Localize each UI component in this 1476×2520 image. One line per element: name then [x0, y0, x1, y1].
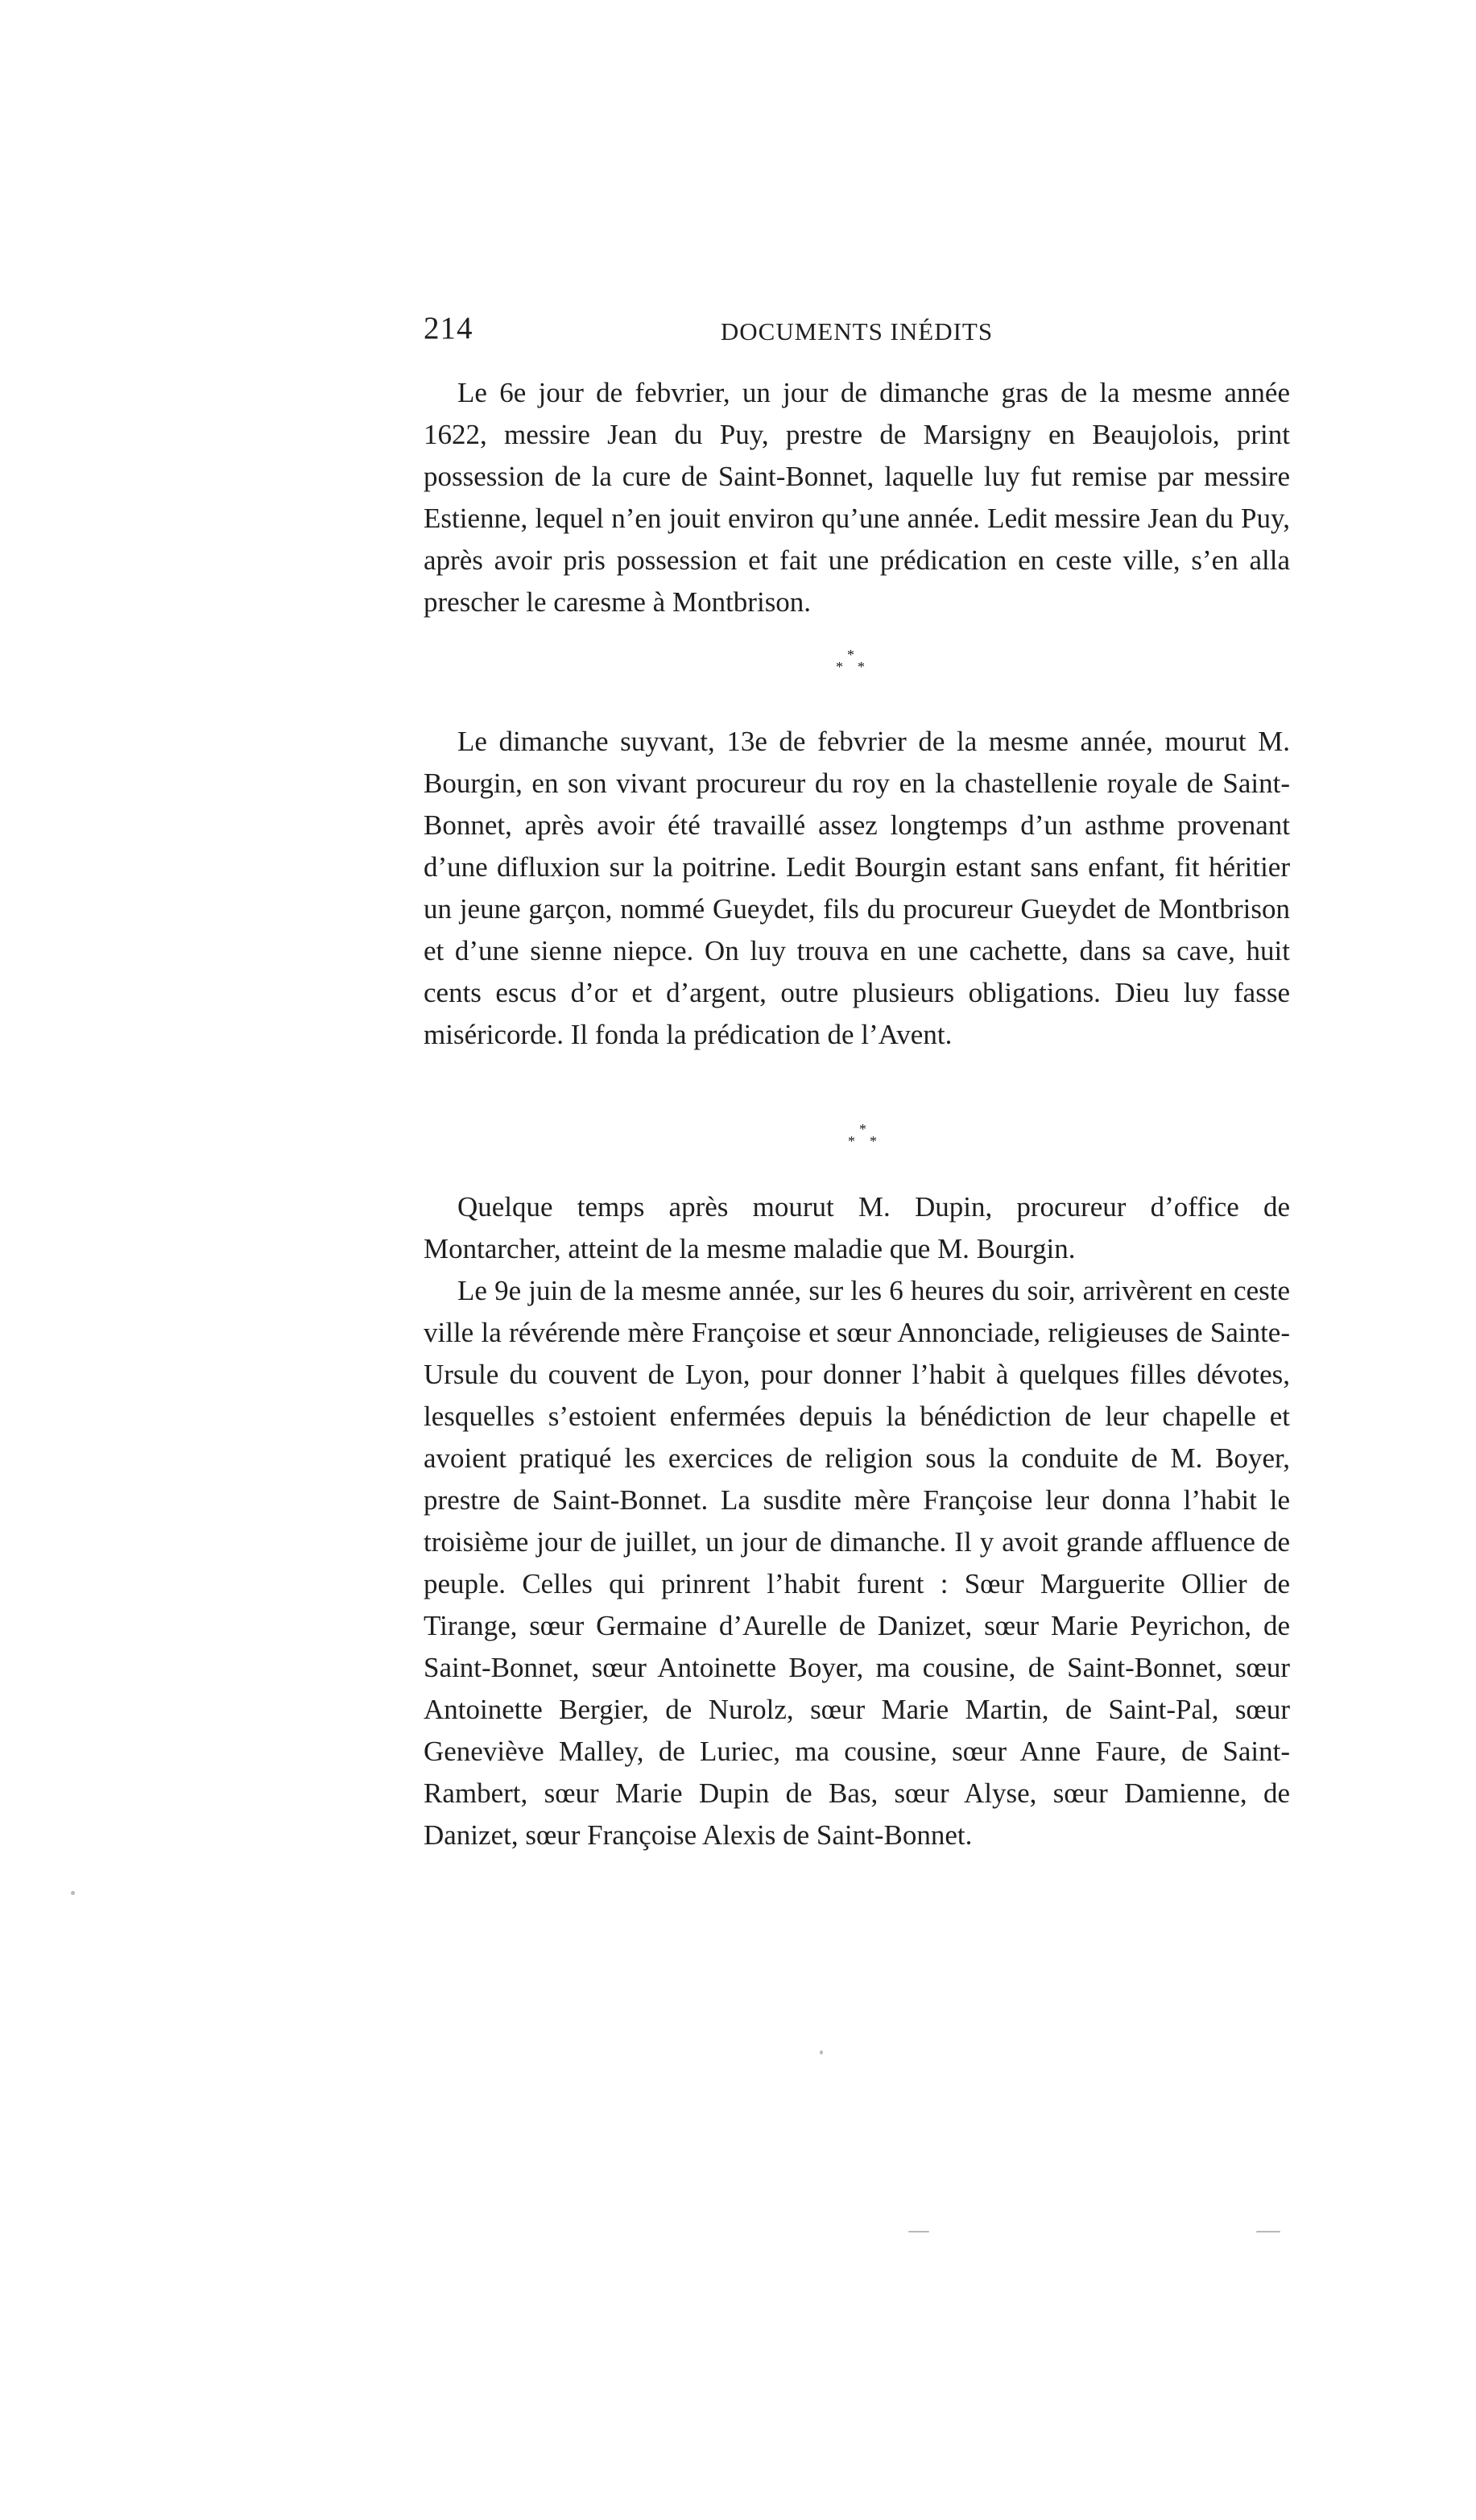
paper-speck — [71, 1891, 75, 1895]
running-title: DOCUMENTS INÉDITS — [720, 317, 994, 346]
paragraph-block — [424, 721, 1290, 1056]
asterism-star: * — [870, 1133, 877, 1149]
asterism-star: * — [858, 659, 865, 675]
paragraph-bourgin-death: Le dimanche suyvant, 13e de febvrier de la mesme année, mourut M. Bourgin, en son vivant procureur du roy en la chastellenie royale de Saint-Bonnet, après avoir été travaillé assez longtemps d’un asthme provenant d’une difluxion sur la poitrine. Ledit Bourgin estant sans enfant, fit héritier un jeune garçon, nommé Gueydet, fils du procureur Gueydet de Montbrison et d’une sienne niepce. On luy trouva en une cachette, dans sa cave, huit cents escus d’or et d’argent, outre plusieurs obligations. Dieu luy fasse miséricorde. Il fonda la prédication de l’Avent. — [424, 726, 1290, 1050]
section-break-asterism — [848, 1122, 880, 1151]
paragraph-cure-possession: Le 6e jour de febvrier, un jour de dimanche gras de la mesme année 1622, messire Jean du Puy, prestre de Marsigny en Beaujolois, print possession de la cure de Saint-Bonnet, laquelle luy fut remise par messire Estienne, lequel n’en jouit environ qu’une année. Ledit messire Jean du Puy, après avoir pris possession et fait une prédication en ceste ville, s’en alla prescher le caresme à Montbrison. — [424, 377, 1290, 618]
asterism-star: * — [847, 647, 854, 663]
page-number: 214 — [424, 311, 473, 346]
asterism-star: * — [859, 1121, 866, 1137]
paper-speck — [820, 2050, 823, 2054]
paper-speck — [908, 2231, 929, 2232]
paragraph-ursulines: Le 9e juin de la mesme année, sur les 6 heures du soir, arrivèrent en ceste ville la révérende mère Françoise et sœur Annonciade, religieuses de Sainte-Ursule du couvent de Lyon, pour donner l’habit à quelques filles dévotes, lesquelles s’estoient enfermées depuis la bénédiction de leur chapelle et avoient pratiqué les exercices de religion sous la conduite de M. Boyer, prestre de Saint-Bonnet. La susdite mère Françoise leur donna l’habit le troisième jour de juillet, un jour de dimanche. Il y avoit grande affluence de peuple. Celles qui prinrent l’habit furent : Sœur Marguerite Ollier de Tirange, sœur Germaine d’Aurelle de Danizet, sœur Marie Peyrichon, de Saint-Bonnet, sœur Antoinette Boyer, ma cousine, de Saint-Bonnet, sœur Antoinette Bergier, de Nurolz, sœur Marie Martin, de Saint-Pal, sœur Geneviève Malley, de Luriec, ma cousine, sœur Anne Faure, de Saint-Rambert, sœur Marie Dupin de Bas, sœur Alyse, sœur Damienne, de Danizet, sœur Françoise Alexis de Saint-Bonnet. — [424, 1275, 1290, 1851]
page-header — [424, 308, 1290, 356]
asterism-star: * — [848, 1133, 855, 1149]
paragraph-block — [424, 372, 1290, 623]
paragraph-dupin-death: Quelque temps après mourut M. Dupin, procureur d’office de Montarcher, atteint de la mesme maladie que M. Bourgin. — [424, 1191, 1290, 1264]
paper-speck — [1256, 2231, 1280, 2232]
paragraph-block — [424, 1186, 1290, 1856]
section-break-asterism — [836, 648, 868, 677]
asterism-star: * — [836, 659, 843, 675]
